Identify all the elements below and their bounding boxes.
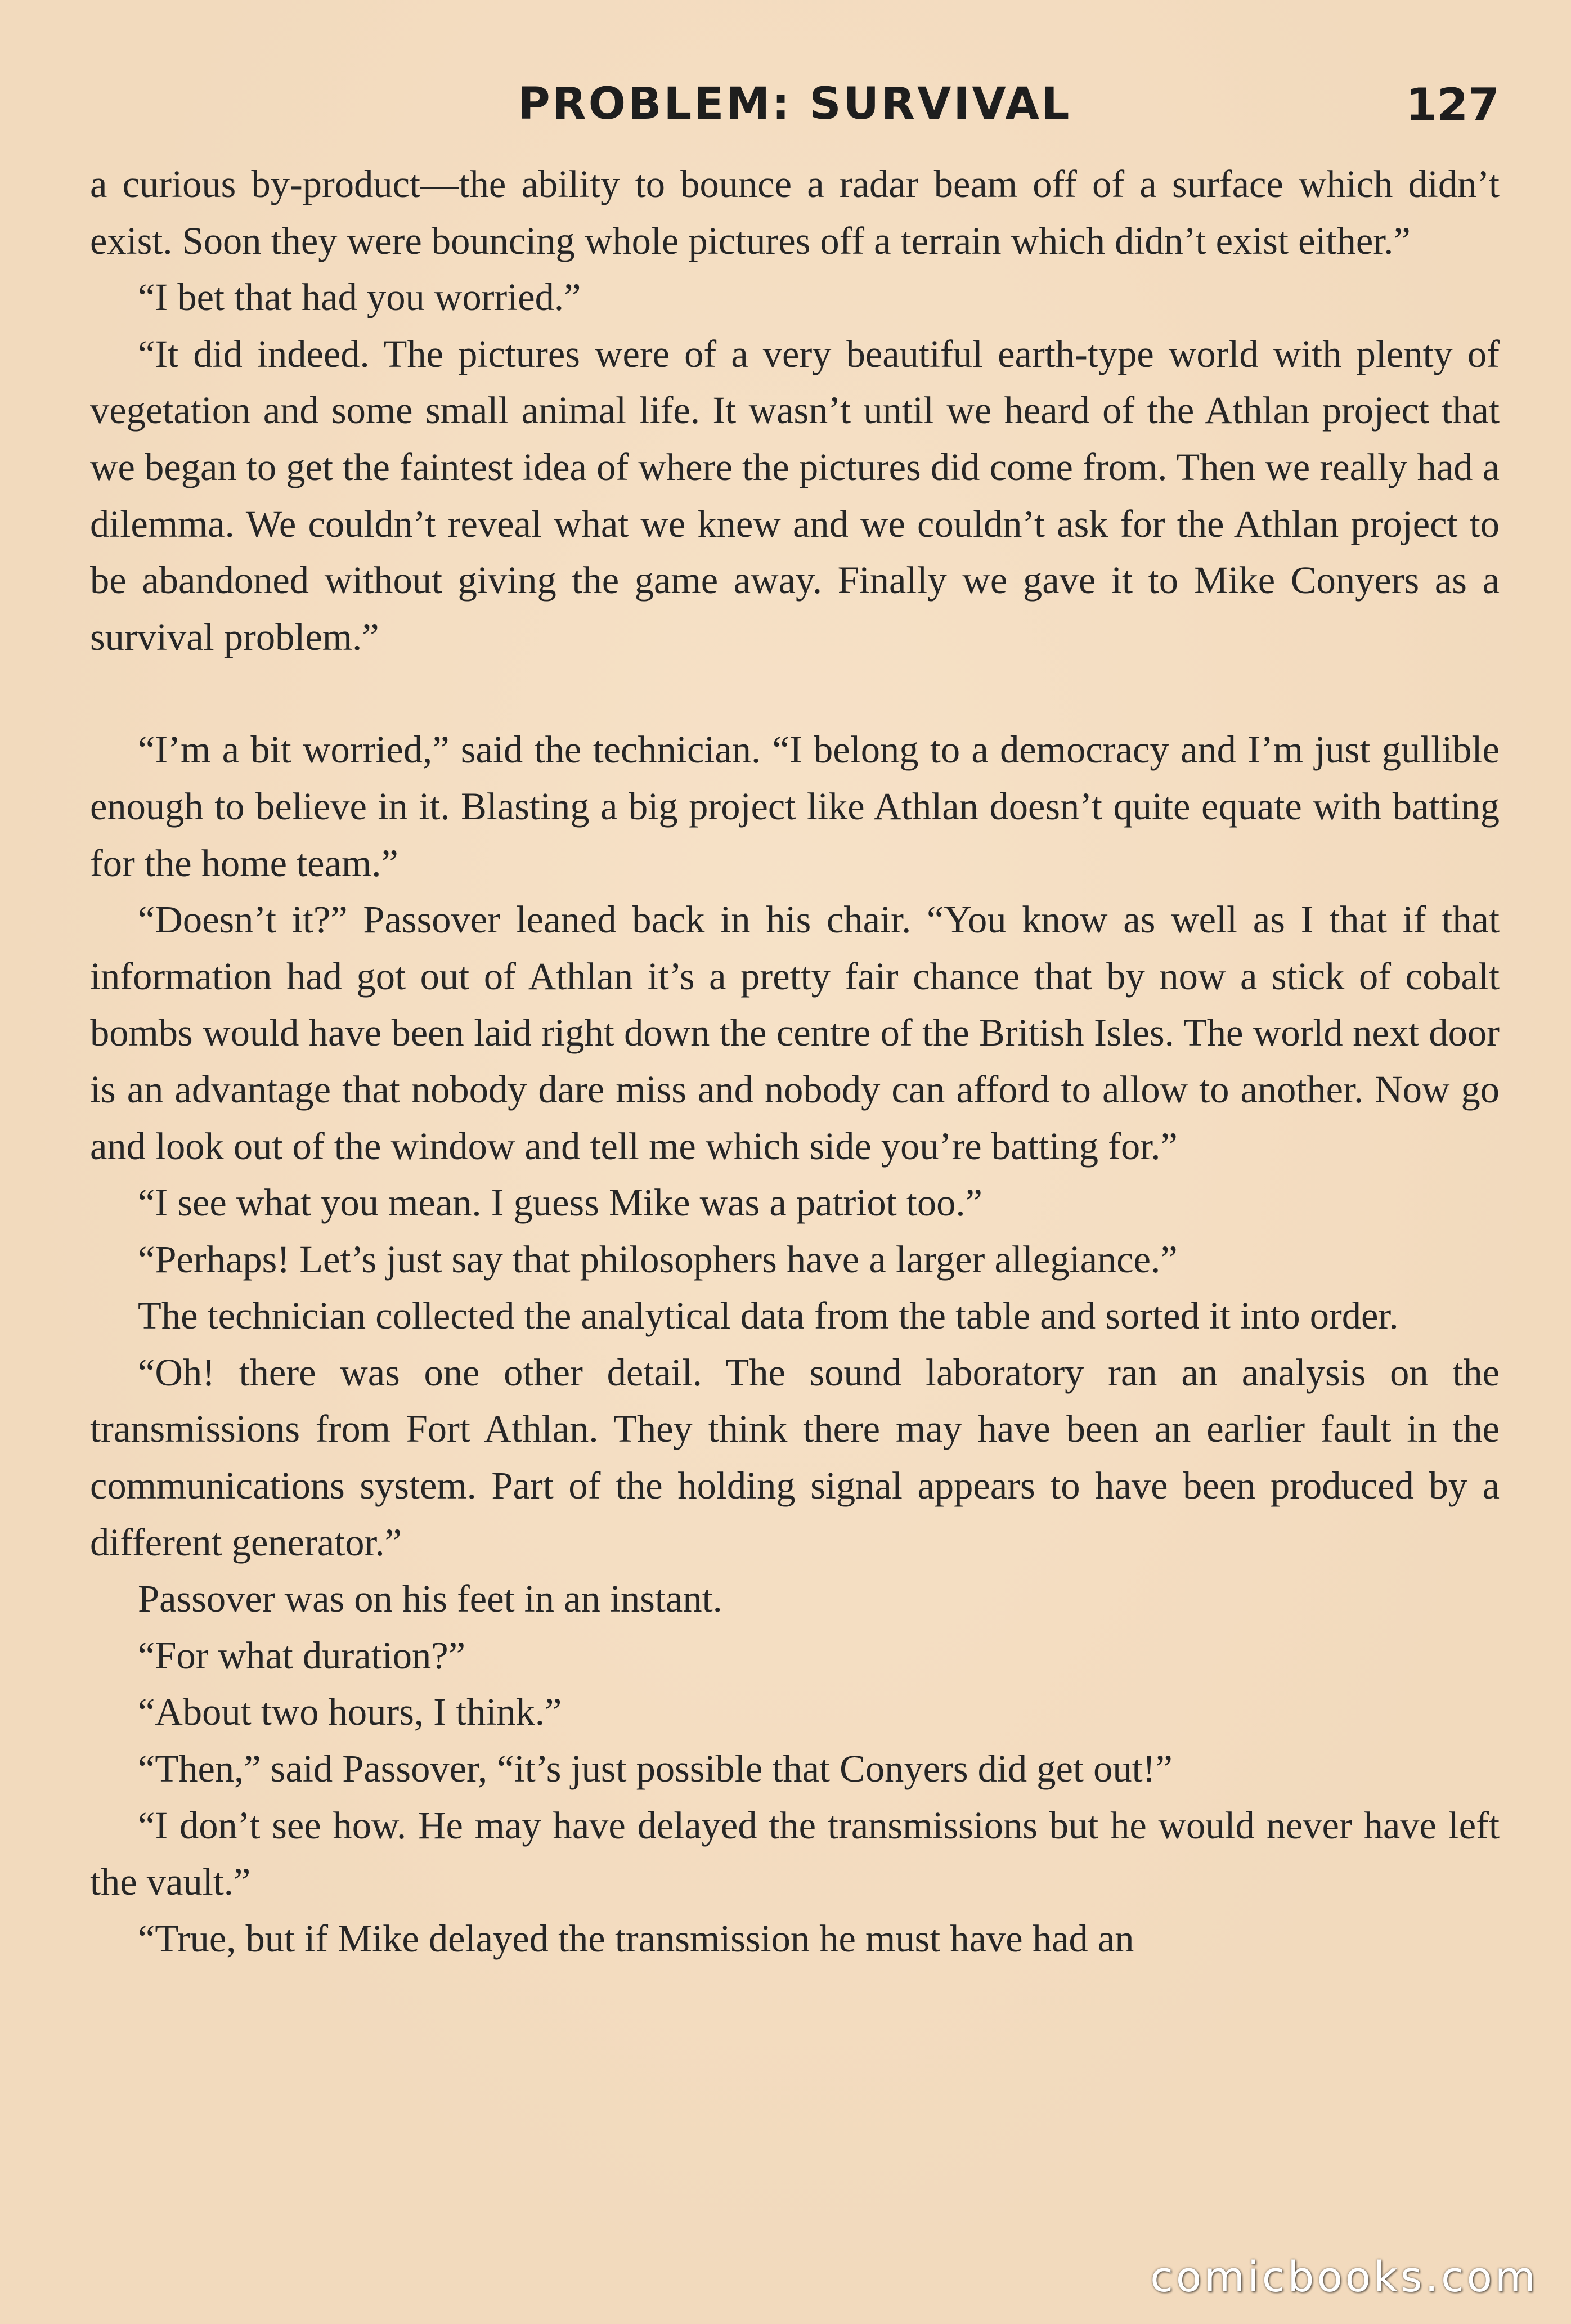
paragraph-12: “About two hours, I think.”: [138, 1690, 562, 1734]
paragraph-1: a curious by-product—the ability to bounce a radar beam off of a surface which didn’t exist. Soon they were bouncing whole pictures off a terrain which didn’t exist either.”: [90, 163, 1500, 262]
paragraph-15: “True, but if Mike delayed the transmission he must have had an: [138, 1917, 1134, 1960]
paragraph-3: “It did indeed. The pictures were of a very beautiful earth-type world with plenty of vegetation and some small animal life. It wasn’t until we heard of the Athlan project that we began to get the faintest idea of where the pictures did come from. Then we really had a dilemma. We couldn’t reveal what we knew and we couldn’t ask for the Athlan project to be abandoned without giving the game away. Finally we gave it to Mike Conyers as a survival problem.”: [90, 332, 1500, 658]
section-break: [90, 665, 1500, 721]
page-header: [90, 79, 1500, 135]
paragraph-6: “I see what you mean. I guess Mike was a patriot too.”: [138, 1181, 982, 1224]
paragraph-13: “Then,” said Passover, “it’s just possible that Conyers did get out!”: [138, 1747, 1173, 1791]
paragraph-8: The technician collected the analytical data from the table and sorted it into order.: [138, 1294, 1399, 1338]
site-watermark: comicbooks.com: [1150, 2253, 1538, 2301]
paragraph-2: “I bet that had you worried.”: [138, 276, 581, 319]
running-head: PROBLEM: SURVIVAL: [518, 79, 1072, 129]
paragraph-5: “Doesn’t it?” Passover leaned back in his chair. “You know as well as I that if that information had got out of Athlan it’s a pretty fair chance that by now a stick of cobalt bombs would have been laid right down the centre of the British Isles. The world next door is an advantage that nobody dare miss and nobody can afford to allow to another. Now go and look out of the window and tell me which side you’re batting for.”: [90, 898, 1500, 1168]
paragraph-4: “I’m a bit worried,” said the technician. “I belong to a democracy and I’m just gullible enough to believe in it. Blasting a big project like Athlan doesn’t quite equate with batting for the home team.”: [90, 728, 1500, 885]
paragraph-7: “Perhaps! Let’s just say that philosophers have a larger allegiance.”: [138, 1237, 1178, 1281]
paragraph-9: “Oh! there was one other detail. The sound laboratory ran an analysis on the transmissions from Fort Athlan. They think there may have been an earlier fault in the communications system. Part of the holding signal appears to have been produced by a different generator.”: [90, 1351, 1500, 1564]
page-number: 127: [1406, 79, 1500, 131]
paragraph-14: “I don’t see how. He may have delayed the transmissions but he would never have left the vault.”: [90, 1803, 1500, 1904]
paragraph-10: Passover was on his feet in an instant.: [138, 1577, 722, 1621]
paragraph-11: “For what duration?”: [138, 1634, 466, 1677]
body-text: [90, 156, 1500, 1967]
